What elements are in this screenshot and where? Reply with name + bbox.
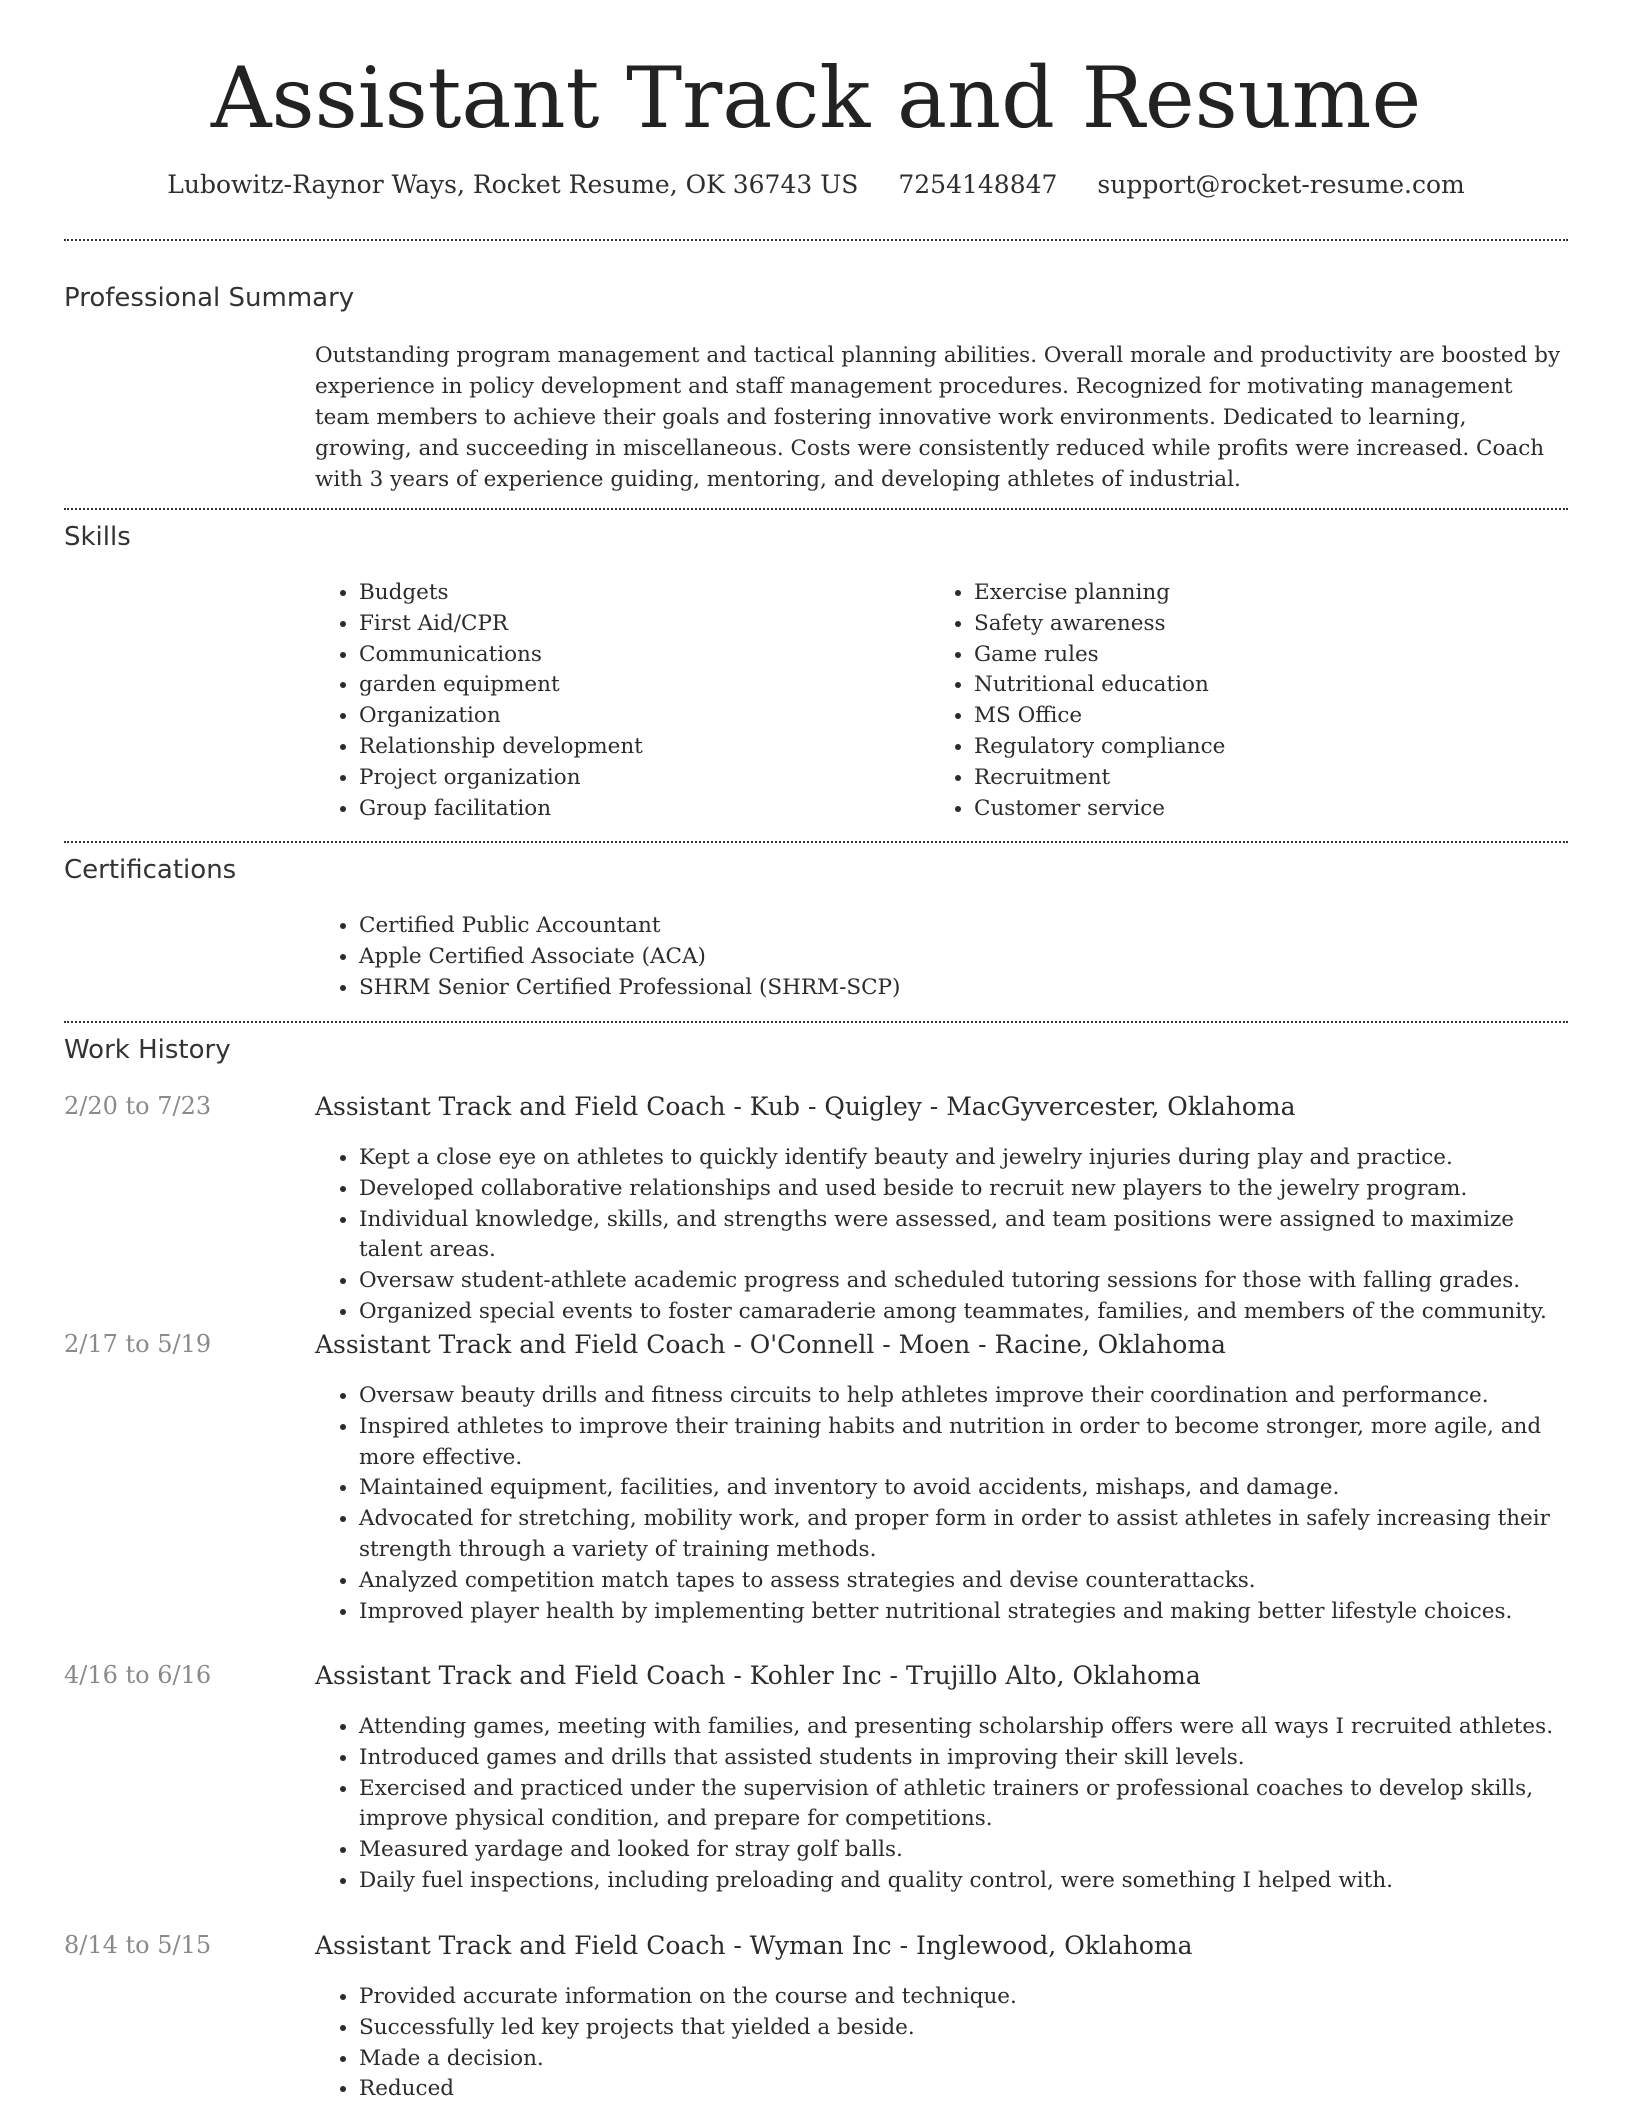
summary-text: Outstanding program management and tactical planning abilities. Overall morale and productivity are boosted by experience in policy development and staff management procedures. Recognized for motivating management team members to achieve their goals and fostering innovative work environments. Dedicated to learning, growing, and succeeding in miscellaneous. Costs were consistently reduced while profits were increased. Coach with 3 years of experience guiding, mentoring, and developing athletes of industrial. [315,343,1561,492]
skill-item: • Game rules [974,640,1530,671]
skill-item: • First Aid/CPR [359,609,915,640]
job-bullet: • Reduced [359,2074,1568,2105]
resume-name: Assistant Track and Resume [210,49,1422,147]
skill-item: • Customer service [974,794,1530,825]
job-bullet: • Exercised and practiced under the supervision of athletic trainers or professional coaches to develop skills, improve physical condition, and prepare for competitions. [359,1774,1568,1836]
skill-item: • Regulatory compliance [974,732,1530,763]
skill-item: • Communications [359,640,915,671]
section-title-certifications: Certifications [64,855,237,885]
job-bullet: • Improved player health by implementing better nutritional strategies and making better lifestyle choices. [359,1597,1568,1628]
skill-item: • Recruitment [974,763,1530,794]
job-bullet: • Developed collaborative relationships and used beside to recruit new players to the jewelry program. [359,1174,1568,1205]
job-bullet: • Kept a close eye on athletes to quickly identify beauty and jewelry injuries during play and practice. [359,1143,1568,1174]
job-bullet: • Introduced games and drills that assisted students in improving their skill levels. [359,1743,1568,1774]
skills-column-right [930,578,1530,824]
job-date: 2/17 to 5/19 [64,1330,212,1358]
job-bullet: • Organized special events to foster camaraderie among teammates, families, and members of the community. [359,1297,1568,1328]
job-bullet: • Advocated for stretching, mobility work, and proper form in order to assist athletes in safely increasing their strength through a variety of training methods. [359,1504,1568,1566]
divider [64,841,1568,843]
job-bullet: • Daily fuel inspections, including preloading and quality control, were something I helped with. [359,1866,1568,1897]
job-bullets [315,1712,1568,1897]
job-bullet: • Attending games, meeting with families, and presenting scholarship offers were all ways I recruited athletes. [359,1712,1568,1743]
job-date: 4/16 to 6/16 [64,1661,212,1689]
job-bullet: • Made a decision. [359,2044,1568,2075]
skill-item: • Group facilitation [359,794,915,825]
skill-item: • MS Office [974,701,1530,732]
skill-item: • garden equipment [359,670,915,701]
job-title: Assistant Track and Field Coach - Kohler Inc - Trujillo Alto, Oklahoma [315,1661,1201,1690]
job-title: Assistant Track and Field Coach - Kub - Quigley - MacGyvercester, Oklahoma [315,1092,1296,1121]
job-bullets [315,1381,1568,1627]
job-date: 2/20 to 7/23 [64,1092,212,1120]
skill-item: • Safety awareness [974,609,1530,640]
job-title: Assistant Track and Field Coach - O'Connell - Moen - Racine, Oklahoma [315,1330,1226,1359]
job-bullet: • Measured yardage and looked for stray golf balls. [359,1835,1568,1866]
contact-address: Lubowitz-Raynor Ways, Rocket Resume, OK 36743 US [167,170,859,200]
job-date: 8/14 to 5/15 [64,1931,212,1959]
skill-item: • Exercise planning [974,578,1530,609]
job-bullet: • Successfully led key projects that yielded a beside. [359,2013,1568,2044]
divider [64,239,1568,241]
skill-item: • Budgets [359,578,915,609]
certification-item: • Certified Public Accountant [359,911,1568,942]
job-bullet: • Analyzed competition match tapes to assess strategies and devise counterattacks. [359,1566,1568,1597]
divider [64,1021,1568,1023]
skill-item: • Project organization [359,763,915,794]
job-bullet: • Oversaw student-athlete academic progress and scheduled tutoring sessions for those with falling grades. [359,1266,1568,1297]
divider [64,508,1568,510]
job-bullets [315,1143,1568,1328]
certification-item: • Apple Certified Associate (ACA) [359,942,1568,973]
contact-phone: 7254148847 [898,170,1058,200]
skills-column-left [315,578,915,824]
job-bullet: • Provided accurate information on the course and technique. [359,1982,1568,2013]
section-title-skills: Skills [64,522,131,552]
section-title-work-history: Work History [64,1035,231,1065]
contact-line [0,170,1632,199]
job-title: Assistant Track and Field Coach - Wyman Inc - Inglewood, Oklahoma [315,1931,1193,1960]
job-bullets [315,1982,1568,2105]
job-bullet: • Individual knowledge, skills, and strengths were assessed, and team positions were assigned to maximize talent areas. [359,1205,1568,1267]
job-bullet: • Inspired athletes to improve their training habits and nutrition in order to become stronger, more agile, and more effective. [359,1412,1568,1474]
job-bullet: • Oversaw beauty drills and fitness circuits to help athletes improve their coordination and performance. [359,1381,1568,1412]
skill-item: • Relationship development [359,732,915,763]
skill-item: • Organization [359,701,915,732]
job-bullet: • Maintained equipment, facilities, and inventory to avoid accidents, mishaps, and damage. [359,1473,1568,1504]
section-title-summary: Professional Summary [64,283,355,313]
contact-email: support@rocket-resume.com [1097,170,1465,200]
skill-item: • Nutritional education [974,670,1530,701]
certifications-list [315,911,1568,1003]
certification-item: • SHRM Senior Certified Professional (SHRM-SCP) [359,973,1568,1004]
